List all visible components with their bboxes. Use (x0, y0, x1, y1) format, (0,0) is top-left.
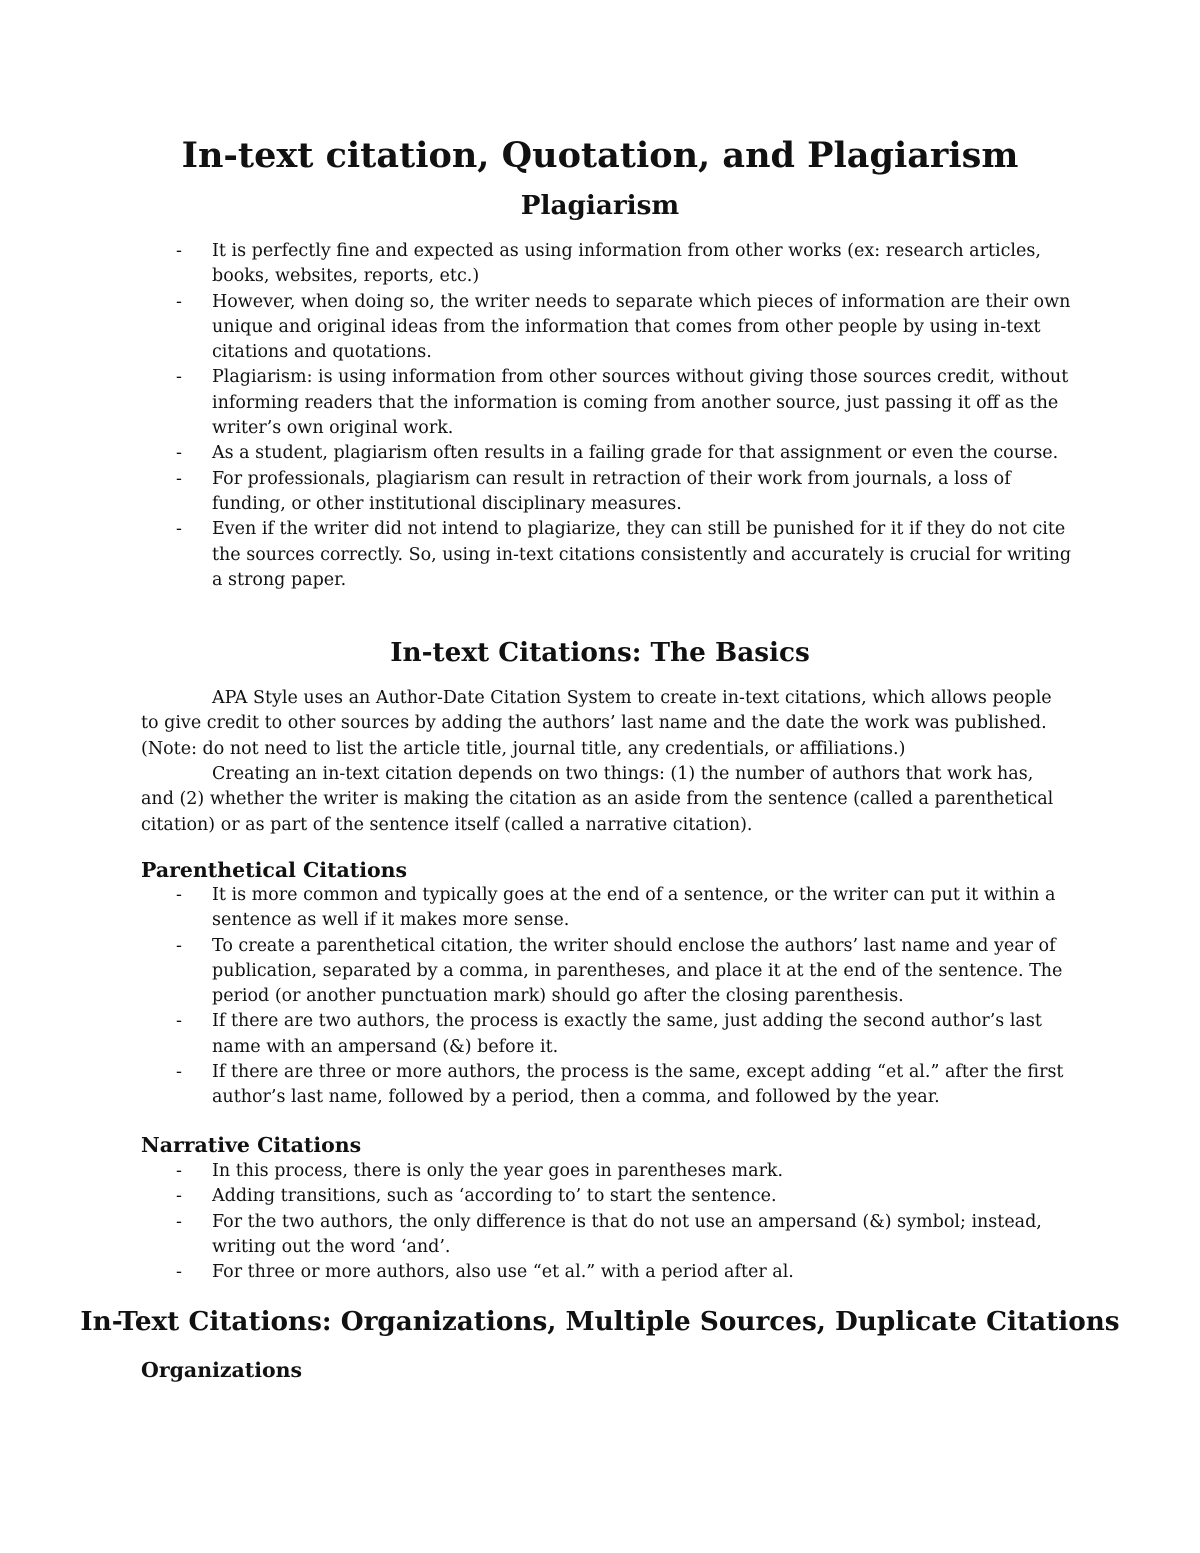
list-item: - Even if the writer did not intend to plagiarize, they can still be punished for it if they do not cite the sources correctly. So, using in-text citations consistently and accurately is crucial for writing a strong paper. (176, 519, 1072, 590)
list-item: - Adding transitions, such as ‘according to’ to start the sentence. (0, 1184, 1072, 1209)
plagiarism-list (0, 239, 1200, 593)
list-item: - To create a parenthetical citation, the writer should enclose the authors’ last name and year of publication, separated by a comma, in parentheses, and place it at the end of the sentence. The period (or another punctuation mark) should go after the closing parenthesis. (176, 935, 1063, 1007)
bullet-dash: - (176, 519, 182, 540)
bullet-dash: - (176, 443, 182, 464)
organizations-section-heading: In-Text Citations: Organizations, Multiple Sources, Duplicate Citations (80, 1306, 1120, 1337)
narrative-list (0, 1159, 1200, 1285)
bullet-dash: - (176, 885, 182, 905)
narrative-heading: Narrative Citations (141, 1133, 362, 1157)
list-item: - It is perfectly fine and expected as using information from other works (ex: research articles, books, websites, reports, etc.) (176, 241, 1041, 287)
organizations-subheading: Organizations (141, 1358, 303, 1382)
basics-paragraph-1: APA Style uses an Author-Date Citation System to create in-text citations, which allows people to give credit to other sources by adding the authors’ last name and the date the work was published. (Note: do not need to list the article title, journal title, any credentials, or affiliations.) (141, 688, 1052, 759)
list-item: - In this process, there is only the year goes in parentheses mark. (0, 1159, 1072, 1184)
list-item: - However, when doing so, the writer needs to separate which pieces of information are their own unique and original ideas from the information that comes from other people by using in-text citations and quotations. (176, 291, 1071, 363)
document-title: In-text citation, Quotation, and Plagiarism (181, 135, 1019, 176)
bullet-dash: - (176, 1062, 182, 1083)
plagiarism-heading: Plagiarism (520, 190, 680, 221)
list-item: - Plagiarism: is using information from other sources without giving those sources credit, without informing readers that the information is coming from another source, just passing it off as the writer’s own original work. (176, 367, 1069, 439)
bullet-dash: - (176, 241, 182, 261)
bullet-dash: - (176, 367, 182, 388)
bullet-dash: - (176, 935, 182, 956)
list-item: - If there are two authors, the process is exactly the same, just adding the second author’s last name with an ampersand (&) before it. (176, 1011, 1042, 1057)
list-item: - For professionals, plagiarism can result in retraction of their work from journals, a loss of funding, or other institutional disciplinary measures. (176, 468, 1011, 514)
bullet-dash: - (176, 1161, 182, 1181)
list-item: - It is more common and typically goes at the end of a sentence, or the writer can put it within a sentence as well if it makes more sense. (176, 885, 1056, 931)
bullet-dash: - (176, 1011, 182, 1032)
basics-paragraph-2: Creating an in-text citation depends on two things: (1) the number of authors that work has, and (2) whether the writer is making the citation as an aside from the sentence (called a parenthetical citation) or as part of the sentence itself (called a narrative citation). (141, 764, 1054, 835)
list-item: - As a student, plagiarism often results in a failing grade for that assignment or even the course. (0, 441, 1072, 466)
parenthetical-list (0, 883, 1200, 1111)
list-item: - For three or more authors, also use “et al.” with a period after al. (0, 1260, 1072, 1285)
bullet-dash: - (176, 1186, 182, 1207)
basics-heading: In-text Citations: The Basics (390, 637, 810, 668)
list-item: - If there are three or more authors, the process is the same, except adding “et al.” after the first author’s last name, followed by a period, then a comma, and followed by the year. (176, 1062, 1064, 1108)
bullet-dash: - (176, 291, 182, 312)
bullet-dash: - (176, 468, 182, 489)
list-item: - For the two authors, the only difference is that do not use an ampersand (&) symbol; instead, writing out the word ‘and’. (176, 1211, 1042, 1257)
bullet-dash: - (176, 1262, 182, 1283)
bullet-dash: - (176, 1211, 182, 1232)
parenthetical-heading: Parenthetical Citations (141, 858, 408, 882)
